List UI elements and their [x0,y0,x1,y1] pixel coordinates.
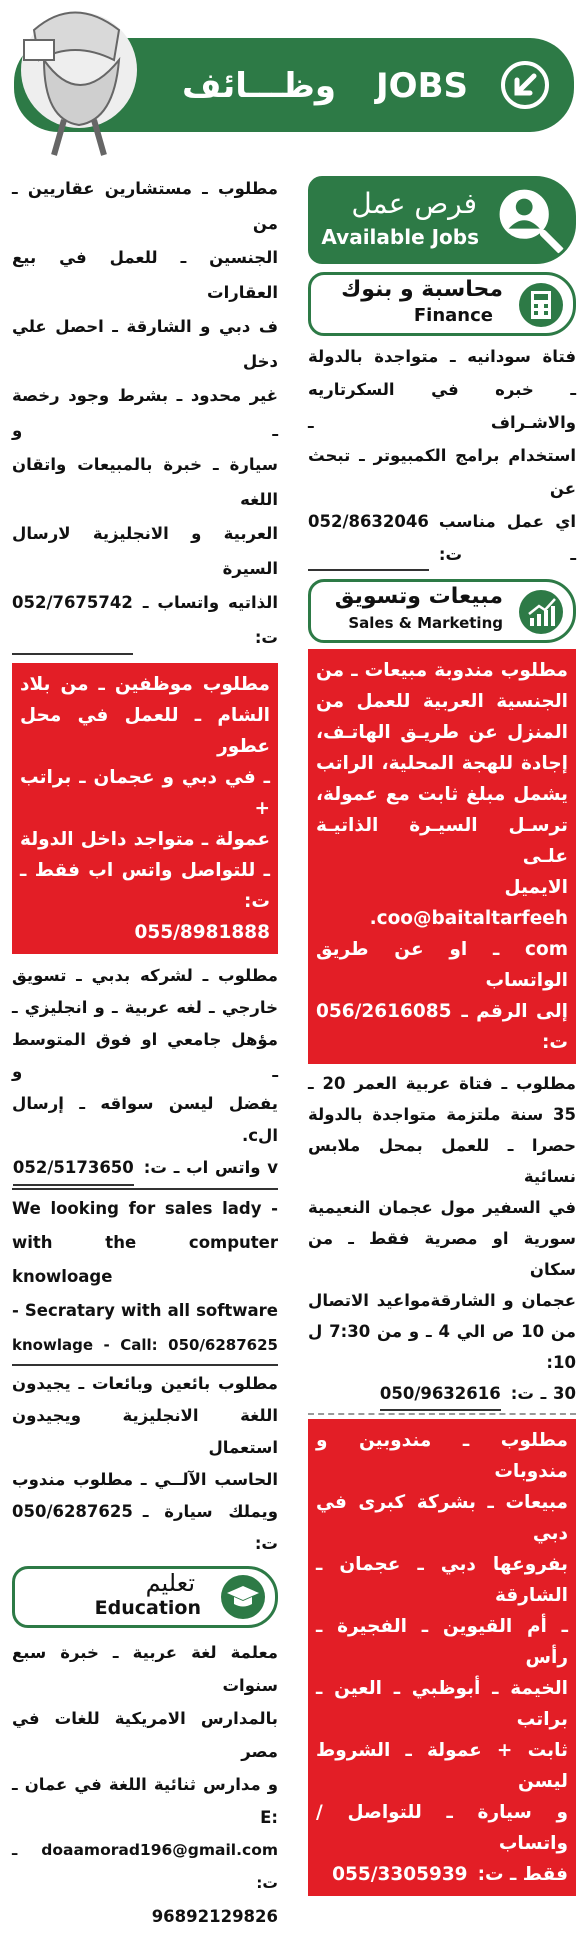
realestate-ad-line: مطلوب ـ مستشارين عقاريين ـ من [12,179,278,233]
available-jobs-tag [308,176,576,264]
reps-red-ad-phone-line [316,1859,568,1890]
sales-red-ad-line: إجادة للهجة المحلية، الراتب [316,753,568,774]
sales-red-ad-line: يشمل مبلغ ثابت مع عمولة، [316,784,568,805]
realestate-ad-line: ف دبي و الشارقة ـ احصل علي دخل [12,317,278,371]
realestate-ad-line: الجنسين ـ للعمل في بيع العقارات [12,248,278,302]
girl-ad-line: في السفير مول عجمان النعيمية [308,1198,576,1217]
sales-en: Sales & Marketing [348,614,503,632]
sales-red-ad-line: مطلوب مندوبة مبيعات ـ من [316,660,568,681]
teacher-ad-line: معلمة لغة عربية ـ خبرة سبع سنوات [12,1643,278,1695]
reps-red-ad-line: مطلوب ـ مندوبين و مندوبات [316,1430,568,1482]
divider [12,1188,278,1190]
sales-red-ad-line: المنزل عن طريـق الهاتـف، [316,722,568,743]
sellers-ad-line: مطلوب بائعين وبائعات ـ يجيدون [12,1374,278,1393]
realestate-ad-line: سيارة ـ خبرة بالمبيعات واتقان اللغه [12,455,278,509]
reps-red-ad-line: الخيمة ـ أبوظبي ـ العين ـ براتب [316,1678,568,1730]
available-jobs-ar: فرص عمل [351,187,477,220]
reps-red-ad-line: مبيعات ـ بشركة كبرى في دبي [316,1492,568,1544]
marketing-ad-line: خارجي ـ لغه عربية ـ و انجليزي ـ [12,998,278,1017]
girl-ad-line: مطلوب ـ فتاة عربية العمر 20 ـ [308,1074,577,1093]
reps-red-ad-line: ثابت + عمولة ـ الشروط ليسن [316,1740,568,1792]
finance-ad-line: ـ خبره في السكرتاريه والاشـراف ـ [308,380,576,432]
realestate-ad-phone: 052/7675742 [12,586,133,655]
girl-ad-line: سورية او مصرية فقط ـ من سكان [308,1229,576,1279]
sales-red-ad-phone: 056/2616085 [316,1001,452,1022]
finance-en: Finance [413,305,493,326]
jobs-figure-illustration [4,0,154,158]
finance-ad [308,340,576,571]
finance-ad-phone-line [308,505,576,571]
levant-red-ad-line: مطلوب موظفين ـ من بلاد [20,674,270,695]
left-column [12,172,278,1933]
available-jobs-en: Available Jobs [321,225,479,249]
marketing-ad-line: مطلوب ـ لشركه بدبي ـ تسويق [12,966,278,985]
finance-ad-line: فتاة سودانيه ـ متواجدة بالدولة [308,347,576,366]
education-tag [12,1566,278,1628]
girl-ad-line: 30 ـ ت: [510,1384,576,1403]
english-ad-line: We looking for sales lady - [12,1199,278,1218]
teacher-ad-phone: 96892129826 [151,1907,278,1926]
sales-red-ad [308,649,576,1064]
teacher-ad-line: doaamorad196@gmail.com ـ ت: [12,1841,278,1892]
levant-red-ad-line: ـ في دبي و عجمان ـ براتب + [20,767,270,819]
marketing-ad-phone-line [12,1152,278,1186]
sellers-ad-line: ويملك سيارة ـ ت: [142,1502,278,1553]
sellers-ad [12,1368,278,1560]
realestate-ad-line: العربية و الانجليزية لارسال السيرة [12,524,278,578]
reps-red-ad-line: ـ أم القيوين ـ الفجيرة ـ رأس [316,1616,568,1668]
banner-title-ar: وظـــائف [181,66,337,106]
marketing-ad-phone: 052/5173650 [13,1152,134,1186]
reps-red-ad [308,1419,576,1896]
sales-red-ad-line: الجنسية العربية للعمل من [316,691,568,712]
marketing-ad [12,960,278,1186]
search-person-icon [493,183,565,255]
education-en: Education [94,1597,201,1619]
banner-title-en: JOBS [376,66,468,106]
finance-ad-phone: 052/8632046 [308,505,429,571]
sales-red-ad-line: إلى الرقم ـ ت: [461,1001,568,1053]
levant-red-ad-line: عمولة ـ متواجد داخل الدولة [20,829,270,850]
levant-red-ad-line: الشام ـ للعمل في محل عطور [20,705,270,757]
realestate-ad-phone-line [12,586,278,655]
teacher-ad-line: و مدارس ثنائية اللغة في عمان ـ :E [12,1775,278,1827]
calculator-icon [517,281,565,329]
sales-red-ad-line: الايميل coo@baitaltarfeeh. [369,877,568,929]
sellers-ad-line: الحاسب الآلــي ـ مطلوب مندوب [12,1470,278,1489]
levant-red-ad [12,663,278,954]
education-ar: تعليم [145,1569,195,1597]
marketing-ad-line: v واتس اب ـ ت: [143,1158,278,1177]
realestate-ad-line: الذاتيه واتساب ـ ت: [142,593,278,647]
levant-red-ad-phone: 055/8981888 [134,922,270,943]
reps-red-ad-line: فقط ـ ت: [477,1864,568,1885]
sellers-ad-phone-line [12,1496,278,1560]
marketing-ad-line: يفضل ليسن سواقه ـ إرسال الc. [12,1094,278,1145]
realestate-ad-line: غير محدود ـ بشرط وجود رخصة ـ و [12,386,278,440]
sellers-ad-line: اللغة الانجليزية ويجيدون استعمال [12,1406,278,1457]
english-ad-line: with the computer knowloage [12,1233,278,1286]
sales-red-ad-line: ترسـل السيـرة الذاتيـة علـى [316,815,568,867]
reps-red-ad-line: بفروعها دبي ـ عجمان ـ الشارقة [316,1554,568,1606]
girl-ad-line: حصرا ـ للعمل بمحل ملابس نسائية [308,1136,576,1186]
english-ad-line: - Secratary with all software [12,1301,278,1320]
sales-tag [308,579,576,643]
sales-ar: مبيعات وتسويق [334,584,503,609]
girl-ad-phone-line [308,1378,576,1411]
finance-ar: محاسبة و بنوك [341,277,503,302]
girl-ad-line: 35 سنة ملتزمة متواجدة بالدولة [308,1105,576,1124]
girl-ad-line: من 10 ص الي 4 ـ و من 7:30 ل 10: [308,1322,576,1372]
levant-red-ad-line: ـ للتواصل واتس اب فقط ـ ت: [20,860,270,912]
growth-chart-icon [517,588,565,636]
finance-ad-line: استخدام برامج الكمبيوتر ـ تبحث عن [308,446,576,498]
arrow-circle-icon [500,60,550,110]
girl-ad [308,1068,576,1411]
english-ad-line: knowlage - Call: 050/6287625 [12,1336,278,1354]
teacher-ad-line: بالمدارس الامريكية للغات في مصر [12,1709,278,1761]
girl-ad-phone: 050/9632616 [380,1378,501,1411]
marketing-ad-line: مؤهل جامعي او فوق المتوسط ـ و [12,1030,278,1081]
divider [308,1413,576,1415]
sales-red-ad-phone-line [316,996,568,1058]
girl-ad-line: عجمان و الشارقةمواعيد الاتصال [308,1291,576,1310]
english-ad [12,1192,278,1362]
divider [12,1364,278,1366]
realestate-ad [12,172,278,655]
finance-tag [308,272,576,336]
reps-red-ad-phone: 055/3305939 [332,1864,468,1885]
sellers-ad-phone: 050/6287625 [12,1502,133,1521]
graduation-cap-icon [219,1573,267,1621]
sales-red-ad-line: com ـ او عن طريق الواتساب [316,939,568,991]
teacher-ad [12,1636,278,1933]
right-column [308,176,576,1896]
banner-title [150,58,500,114]
finance-ad-line: اي عمل مناسب ـ ت: [438,512,576,564]
reps-red-ad-line: و سيارة ـ للتواصل / واتساب [316,1802,568,1854]
